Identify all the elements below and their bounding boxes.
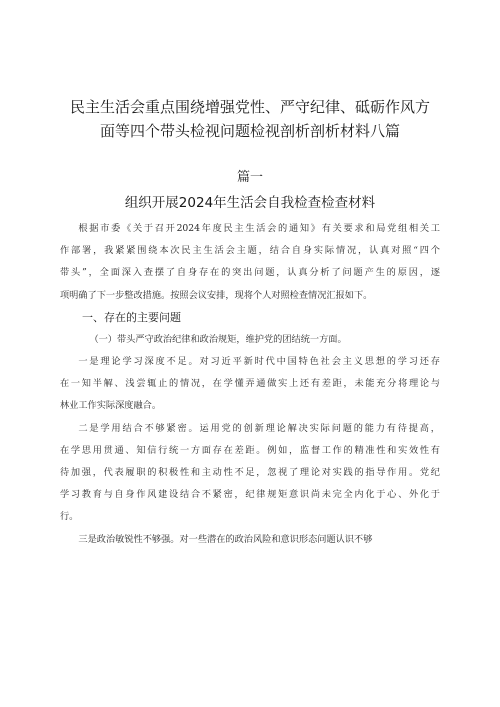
intro-paragraph <box>60 218 440 307</box>
paragraph-2 <box>60 418 440 529</box>
title-line-1: 民主生活会重点围绕增强党性、严守纪律、砥砺作风方 <box>69 98 430 116</box>
document-title <box>60 95 440 143</box>
intro-line-1: 根据市委《关于召开2024年度民主生活会的通知》有关要求和局党组相关工 <box>78 223 440 234</box>
para1-line-2: 在一知半解、浅尝辄止的情况，在学懂弄通做实上还有差距，未能充分将理论与 <box>60 378 440 390</box>
paragraph-3 <box>60 529 440 551</box>
para2-line-4: 学习教育与自身作风建设结合不紧密，纪律规矩意识尚未完全内化于心、外化于 <box>60 489 440 501</box>
para2-line-5: 行。 <box>60 511 79 523</box>
para3-line-1: 三是政治敏锐性不够强。对一些潜在的政治风险和意识形态问题认识不够 <box>78 533 373 545</box>
paragraph-1 <box>60 351 440 418</box>
article-title: 组织开展2024年生活会自我检查检查材料 <box>124 195 376 211</box>
para2-line-2: 在学思用贯通、知信行统一方面存在差距。例如，监督工作的精准性和实效性有 <box>60 444 440 456</box>
para1-line-1: 一是理论学习深度不足。对习近平新时代中国特色社会主义思想的学习还存 <box>78 356 440 368</box>
intro-line-3: 带头”，全面深入查摆了自身存在的突出问题，认真分析了问题产生的原因，逐 <box>60 267 440 279</box>
section-heading-1: 一、存在的主要问题 <box>82 310 181 324</box>
intro-line-4: 项明确了下一步整改措施。按照会议安排，现将个人对照检查情况汇报如下。 <box>60 289 373 301</box>
para2-line-3: 待加强，代表履职的积极性和主动性不足，忽视了理论对实践的指导作用。党纪 <box>60 467 440 479</box>
para2-line-1: 二是学用结合不够紧密。运用党的创新理论解决实际问题的能力有待提高， <box>78 422 440 434</box>
para1-line-3: 林业工作实际深度融合。 <box>60 400 162 412</box>
subsection-heading-1: （一）带头严守政治纪律和政治规矩，维护党的团结统一方面。 <box>89 333 347 345</box>
article-label: 篇一 <box>236 170 263 185</box>
title-line-2: 面等四个带头检视问题检视剖析剖析材料八篇 <box>99 122 400 140</box>
intro-line-2: 作部署，我紧紧围绕本次民主生活会主题，结合自身实际情况，认真对照“四个 <box>60 245 440 257</box>
